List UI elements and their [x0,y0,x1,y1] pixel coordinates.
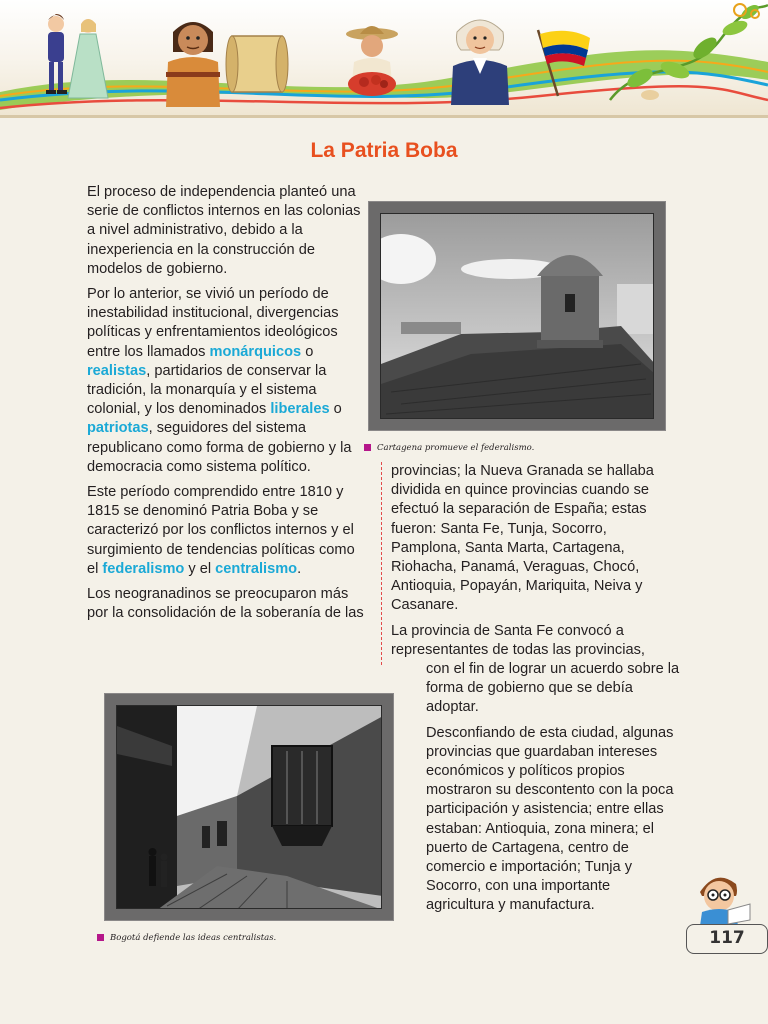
keyword-monarquicos: monárquicos [209,343,302,360]
text-span: o [301,343,314,360]
keyword-liberales: liberales [270,401,330,418]
keyword-patriotas: patriotas [87,420,149,437]
page-title: La Patria Boba [310,139,458,162]
column-left-text [87,183,369,629]
caption-marker-icon [364,444,371,451]
page-number: 117 [686,924,768,954]
paragraph-6a: La provincia de Santa Fe convocó a representantes de todas las provincias, [391,622,645,658]
text-span: , partidarios de conservar la tradición, la monarquía y el sistema colonial, y los denominados [87,362,327,418]
text-span: Por lo anterior, se vivió un período de inestabilidad institucional, divergencias políticas y enfrentamientos ideológicos entre los llamados [87,286,339,360]
bogota-street-photo [116,705,382,909]
bogota-caption [97,933,276,943]
vine-leaves-icon [600,0,768,110]
column-divider [381,462,382,665]
caption-text: Cartagena promueve el federalismo. [377,443,535,453]
keyword-realistas: realistas [87,362,147,379]
paragraph-4: Los neogranadinos se preocuparon más por la consolidación de la soberanía de las [87,586,364,622]
paragraph-5: provincias; la Nueva Granada se hallaba dividida en quince provincias cuando se efectuó la separación de España; estas fueron: Santa Fe, Tunja, Socorro, Pamplona, Santa Marta, Cartagena, Riohacha, Panamá, Veraguas, Chocó, Antioquia, Popayán, Mariquita, Neiva y Casanare. [391,463,654,614]
scroll-icon [222,28,292,100]
paragraph-3 [87,483,369,579]
indigenous-man-icon [158,12,228,107]
column-right-text-top [391,462,676,660]
caption-text: Bogotá defiende las ideas centralistas. [110,933,277,943]
cartagena-fortress-photo [380,213,654,419]
colonial-couple-icon [38,10,114,105]
peasant-woman-icon [336,20,408,105]
cartagena-photo-stamp [360,193,674,439]
header-banner [0,0,768,118]
text-span: y el [184,560,216,577]
column-right-text-bottom [426,660,681,922]
keyword-centralismo: centralismo [215,560,298,577]
paragraph-7: Desconfiando de esta ciudad, algunas provincias que guardaban intereses económicos y políticos propios mostraron su descontento con la poca participación y asistencia; entre ellas estaban: Antioquia, zona minera; el puerto de Cartagena, centro de comercio e importación; Tunja y Socorro, con una importante agricultura y manufactura. [426,724,674,914]
bogota-photo-stamp [96,685,402,929]
student-reading-icon [692,870,752,926]
caption-marker-icon [97,934,104,941]
text-span: . [297,560,302,577]
paragraph-1: El proceso de independencia planteó una serie de conflictos internos en las colonias a nivel administrativo, debido a la inexperiencia en la construcción de modelos de gobierno. [87,184,361,277]
paragraph-2 [87,285,369,477]
colombian-flag-icon [528,28,598,98]
founding-father-icon [445,10,515,105]
text-span: o [329,401,342,418]
cartagena-caption [364,443,534,453]
keyword-federalismo: federalismo [102,560,185,577]
text-span: , seguidores del sistema republicano como forma de gobierno y la democracia como sistema político. [87,420,352,475]
text-span: Este período comprendido entre 1810 y 1815 se denominó Patria Boba y se caracterizó por los conflictos internos y el surgimiento de tendencias políticas como el [87,484,355,577]
paragraph-6b: con el fin de lograr un acuerdo sobre la forma de gobierno que se debía adoptar. [426,661,680,716]
